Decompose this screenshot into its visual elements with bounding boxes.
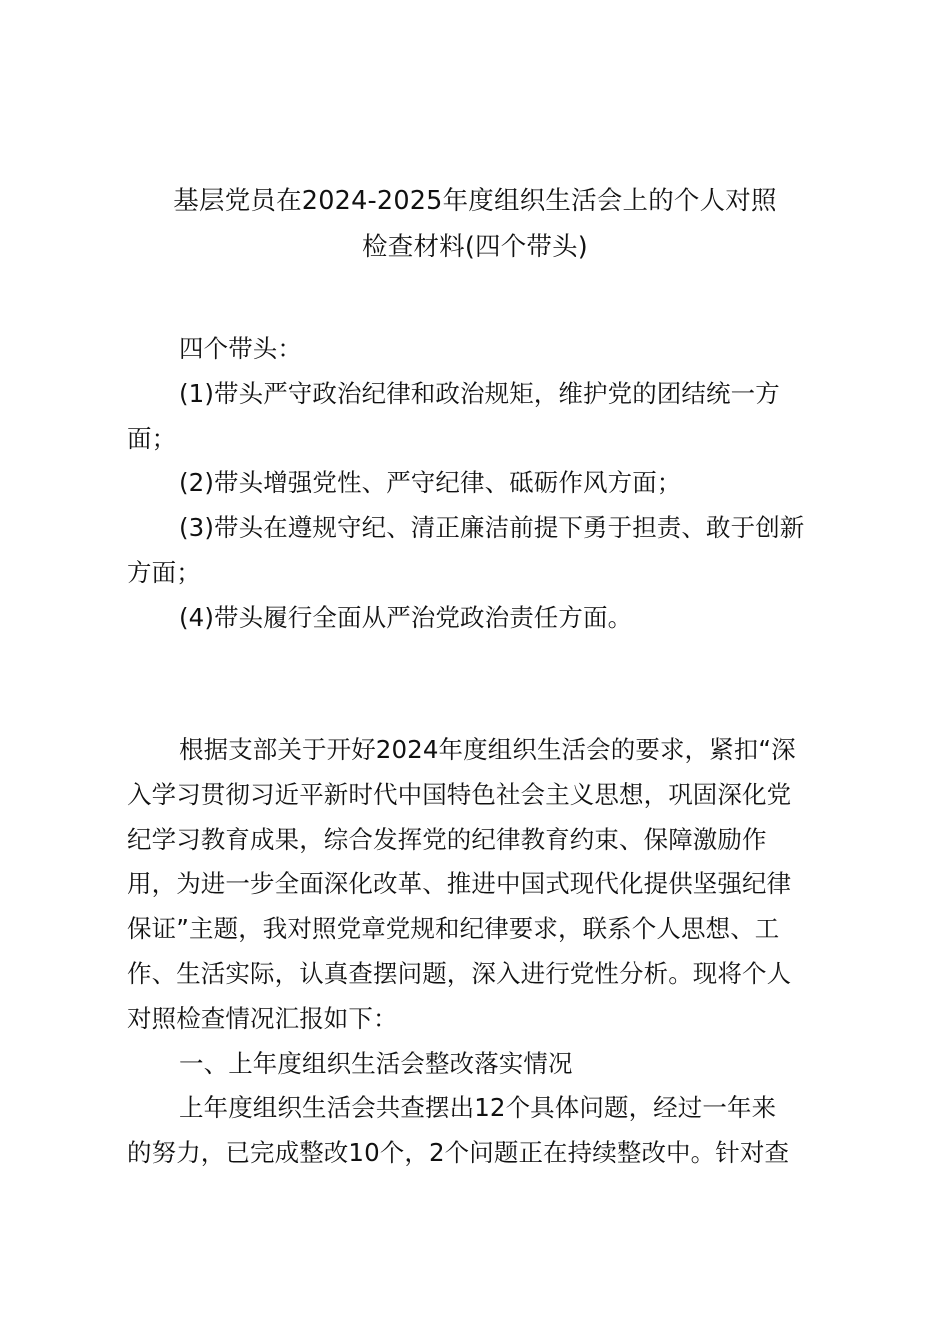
paragraph-2-line-2: 的努力，已完成整改10个，2个问题正在持续整改中。针对查 <box>127 1138 790 1168</box>
four-leads-item-1-line-1: (1)带头严守政治纪律和政治规矩，维护党的团结统一方 <box>179 378 780 408</box>
section-1-heading: 一、上年度组织生活会整改落实情况 <box>179 1048 573 1078</box>
paragraph-1-line-6: 作、生活实际，认真查摆问题，深入进行党性分析。现将个人 <box>127 958 792 988</box>
four-leads-item-1-line-2: 面； <box>127 423 177 453</box>
title-line-1: 基层党员在2024-2025年度组织生活会上的个人对照 <box>173 186 777 216</box>
paragraph-1-line-2: 入学习贯彻习近平新时代中国特色社会主义思想，巩固深化党 <box>127 779 792 809</box>
paragraph-1-line-1: 根据支部关于开好2024年度组织生活会的要求，紧扣“深 <box>179 735 796 764</box>
paragraph-2-line-1: 上年度组织生活会共查摆出12个具体问题，经过一年来 <box>179 1093 777 1123</box>
four-leads-heading: 四个带头： <box>179 334 302 363</box>
four-leads-item-3-line-1: (3)带头在遵规守纪、清正廉洁前提下勇于担责、敢于创新 <box>179 513 805 543</box>
four-leads-item-4: (4)带头履行全面从严治党政治责任方面。 <box>179 602 633 632</box>
paragraph-1-line-4: 用，为进一步全面深化改革、推进中国式现代化提供坚强纪律 <box>127 869 792 899</box>
four-leads-item-3-line-2: 方面； <box>127 557 201 587</box>
paragraph-1-line-7: 对照检查情况汇报如下： <box>127 1003 398 1033</box>
report-body <box>127 728 832 1176</box>
title-line-2: 检查材料(四个带头) <box>362 232 588 262</box>
four-leads-item-2: (2)带头增强党性、严守纪律、砥砺作风方面； <box>179 468 682 498</box>
four-leads-section <box>127 327 832 641</box>
document-title <box>100 178 850 270</box>
paragraph-1-line-5: 保证”主题，我对照党章党规和纪律要求，联系个人思想、工 <box>127 914 780 944</box>
paragraph-1-line-3: 纪学习教育成果，综合发挥党的纪律教育约束、保障激励作 <box>127 824 767 854</box>
